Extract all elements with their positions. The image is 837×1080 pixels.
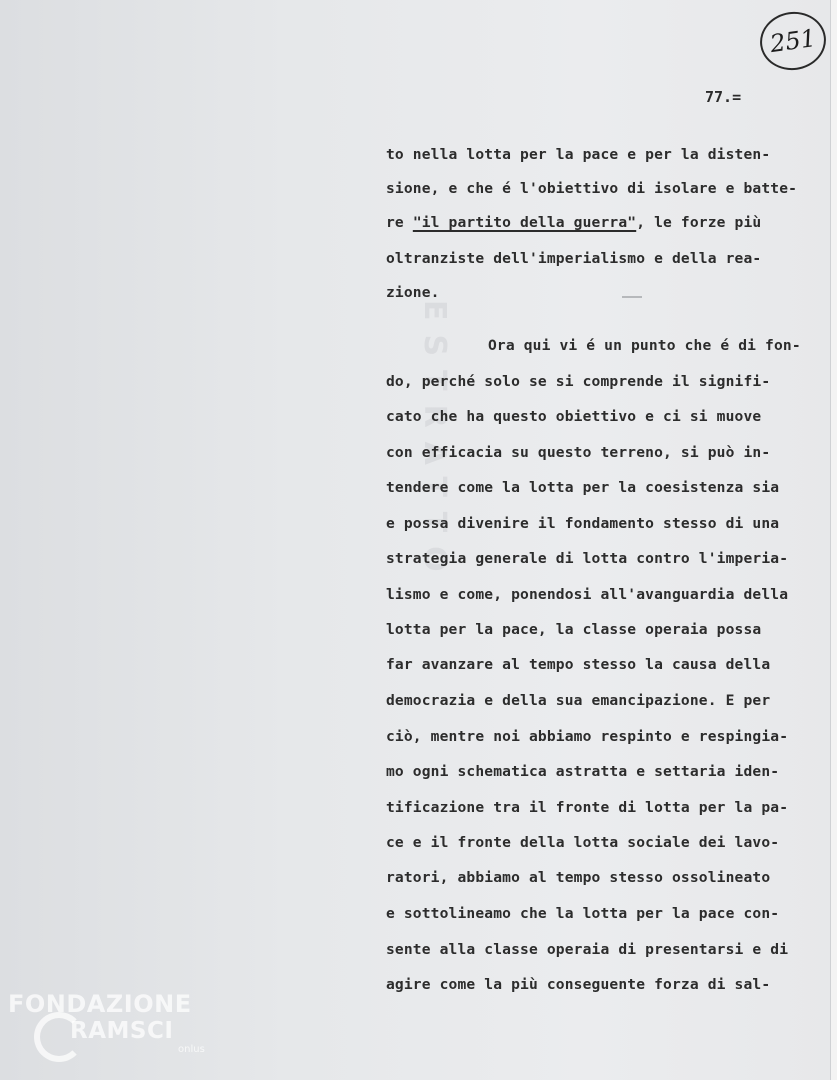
- text-line: tificazione tra il fronte di lotta per la pa-: [386, 799, 789, 816]
- text-line: lotta per la pace, la classe operaia possa: [386, 621, 762, 638]
- handwritten-sheet-number: 251: [756, 8, 829, 75]
- fondazione-gramsci-logo: [8, 990, 208, 1070]
- text-fragment: re: [386, 214, 413, 231]
- text-line: e possa divenire il fondamento stesso di una: [386, 515, 780, 532]
- text-line: far avanzare al tempo stesso la causa della: [386, 656, 771, 673]
- text-line: e sottolineamo che la lotta per la pace con-: [386, 905, 780, 922]
- paragraph-first-line: Ora qui vi é un punto che é di fon-: [488, 337, 801, 354]
- text-line: to nella lotta per la pace e per la disten-: [386, 146, 771, 163]
- faint-mark: [622, 296, 642, 298]
- text-line: do, perché solo se si comprende il signifi-: [386, 373, 771, 390]
- text-line: mo ogni schematica astratta e settaria iden-: [386, 763, 780, 780]
- text-line: ce e il fronte della lotta sociale dei lavo-: [386, 834, 780, 851]
- text-line: democrazia e della sua emancipazione. E per: [386, 692, 771, 709]
- text-line: agire come la più conseguente forza di sal-: [386, 976, 771, 993]
- logo-suffix: onlus: [178, 1044, 205, 1055]
- underlined-quote: "il partito della guerra": [412, 214, 637, 231]
- paper-edge: [830, 0, 837, 1080]
- text-line: tendere come la lotta per la coesistenza sia: [386, 479, 780, 496]
- logo-title: FONDAZIONE: [8, 990, 192, 1018]
- text-line: zione.: [386, 284, 440, 301]
- text-line: oltranziste dell'imperialismo e della rea-: [386, 250, 762, 267]
- text-line-with-underline: [386, 206, 761, 240]
- page-number: 77.=: [705, 88, 742, 106]
- text-line: sione, e che é l'obiettivo di isolare e batte-: [386, 180, 798, 197]
- text-line: con efficacia su questo terreno, si può in-: [386, 444, 771, 461]
- text-line: ciò, mentre noi abbiamo respinto e respingia-: [386, 728, 789, 745]
- text-fragment: , le forze più: [636, 214, 762, 231]
- text-line: lismo e come, ponendosi all'avanguardia della: [386, 586, 789, 603]
- text-line: cato che ha questo obiettivo e ci si muove: [386, 408, 762, 425]
- text-line: sente alla classe operaia di presentarsi e di: [386, 941, 789, 958]
- archive-stamp: ESTRATTO: [417, 300, 452, 586]
- logo-subtitle: RAMSCI: [70, 1018, 174, 1044]
- text-line: ratori, abbiamo al tempo stesso ossolineato: [386, 869, 771, 886]
- text-line: strategia generale di lotta contro l'imperia-: [386, 550, 789, 567]
